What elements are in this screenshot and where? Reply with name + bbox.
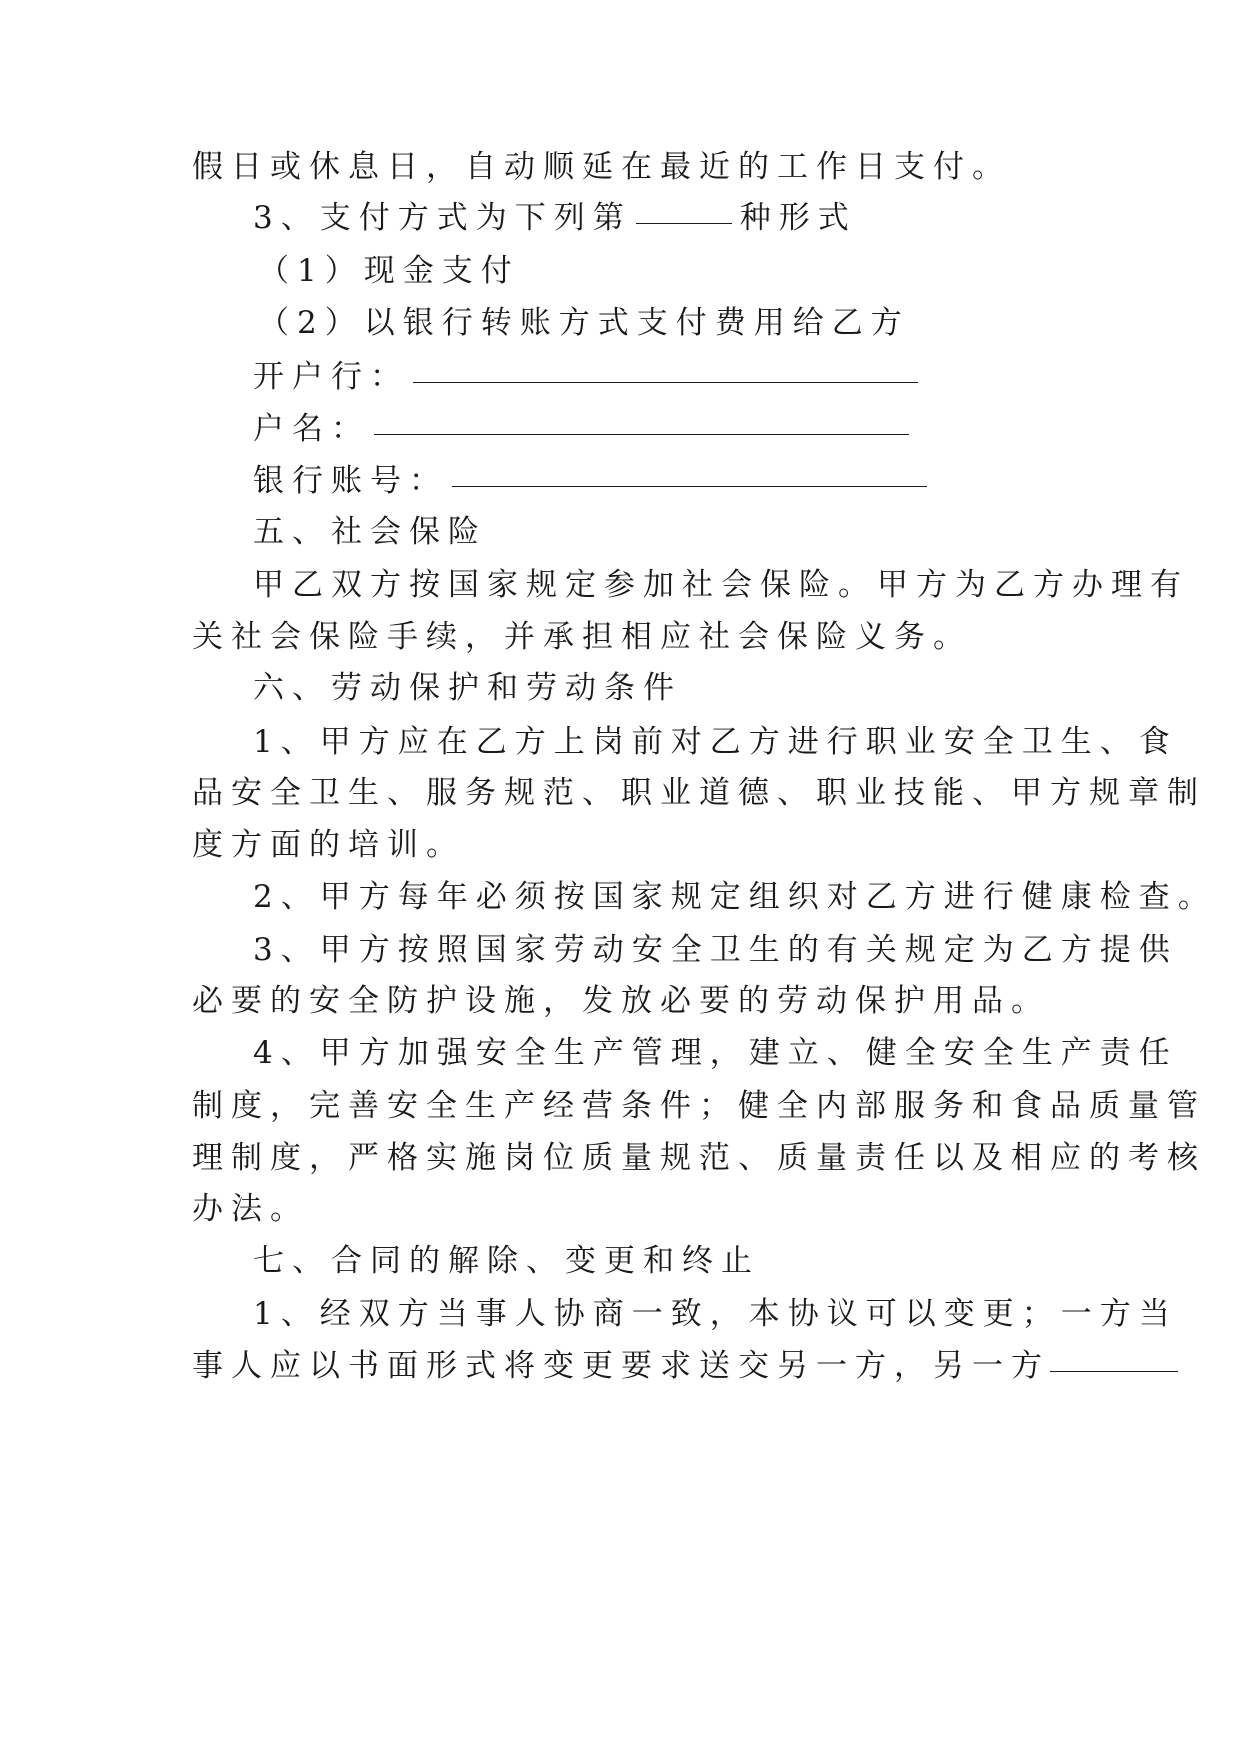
payment-method-line (253, 189, 857, 247)
option-cash: （1）现金支付 (258, 253, 520, 289)
bank-name-blank (413, 382, 918, 383)
account-name-line (253, 400, 917, 458)
paragraph-line: 甲乙双方按国家规定参加社会保险。甲方为乙方办理有 (253, 567, 1189, 603)
payment-method-suffix: 种形式 (739, 200, 857, 236)
paragraph-line: 1、甲方应在乙方上岗前对乙方进行职业安全卫生、食 (253, 724, 1178, 760)
trailing-blank (1050, 1371, 1178, 1372)
paragraph-line: 度方面的培训。 (192, 827, 465, 863)
paragraph-line: 制度，完善安全生产经营条件；健全内部服务和食品质量管 (192, 1088, 1206, 1124)
paragraph-line: 事人应以书面形式将变更要求送交另一方，另一方 (192, 1348, 1050, 1384)
paragraph-line: 2、甲方每年必须按国家规定组织对乙方进行健康检查。 (253, 879, 1217, 915)
paragraph-line: 3、甲方按照国家劳动安全卫生的有关规定为乙方提供 (253, 932, 1178, 968)
account-name-label: 户名： (253, 411, 370, 447)
paragraph-line: 假日或休息日，自动顺延在最近的工作日支付。 (192, 149, 1011, 185)
payment-method-prefix: 3、支付方式为下列第 (253, 200, 632, 236)
paragraph-line: 1、经双方当事人协商一致，本协议可以变更；一方当 (253, 1296, 1178, 1332)
paragraph-line: 4、甲方加强安全生产管理，建立、健全安全生产责任 (253, 1035, 1178, 1071)
paragraph-line: 理制度，严格实施岗位质量规范、质量责任以及相应的考核 (192, 1140, 1206, 1176)
option-bank-transfer: （2）以银行转账方式支付费用给乙方 (258, 305, 910, 341)
payment-method-blank (636, 223, 732, 224)
paragraph-line: 关社会保险手续，并承担相应社会保险义务。 (192, 619, 972, 655)
paragraph-line: 必要的安全防护设施，发放必要的劳动保护用品。 (192, 983, 1050, 1019)
bank-name-line (253, 348, 926, 406)
paragraph-line-with-blank (192, 1337, 1186, 1395)
account-number-label: 银行账号： (253, 463, 448, 499)
account-number-line (253, 452, 935, 510)
paragraph-line: 品安全卫生、服务规范、职业道德、职业技能、甲方规章制 (192, 775, 1206, 811)
bank-name-label: 开户行： (253, 359, 409, 395)
account-name-blank (374, 434, 909, 435)
section-heading: 七、合同的解除、变更和终止 (253, 1243, 760, 1279)
section-heading: 五、社会保险 (253, 514, 487, 550)
account-number-blank (452, 486, 927, 487)
section-heading: 六、劳动保护和劳动条件 (253, 670, 682, 706)
paragraph-line: 办法。 (192, 1191, 309, 1227)
